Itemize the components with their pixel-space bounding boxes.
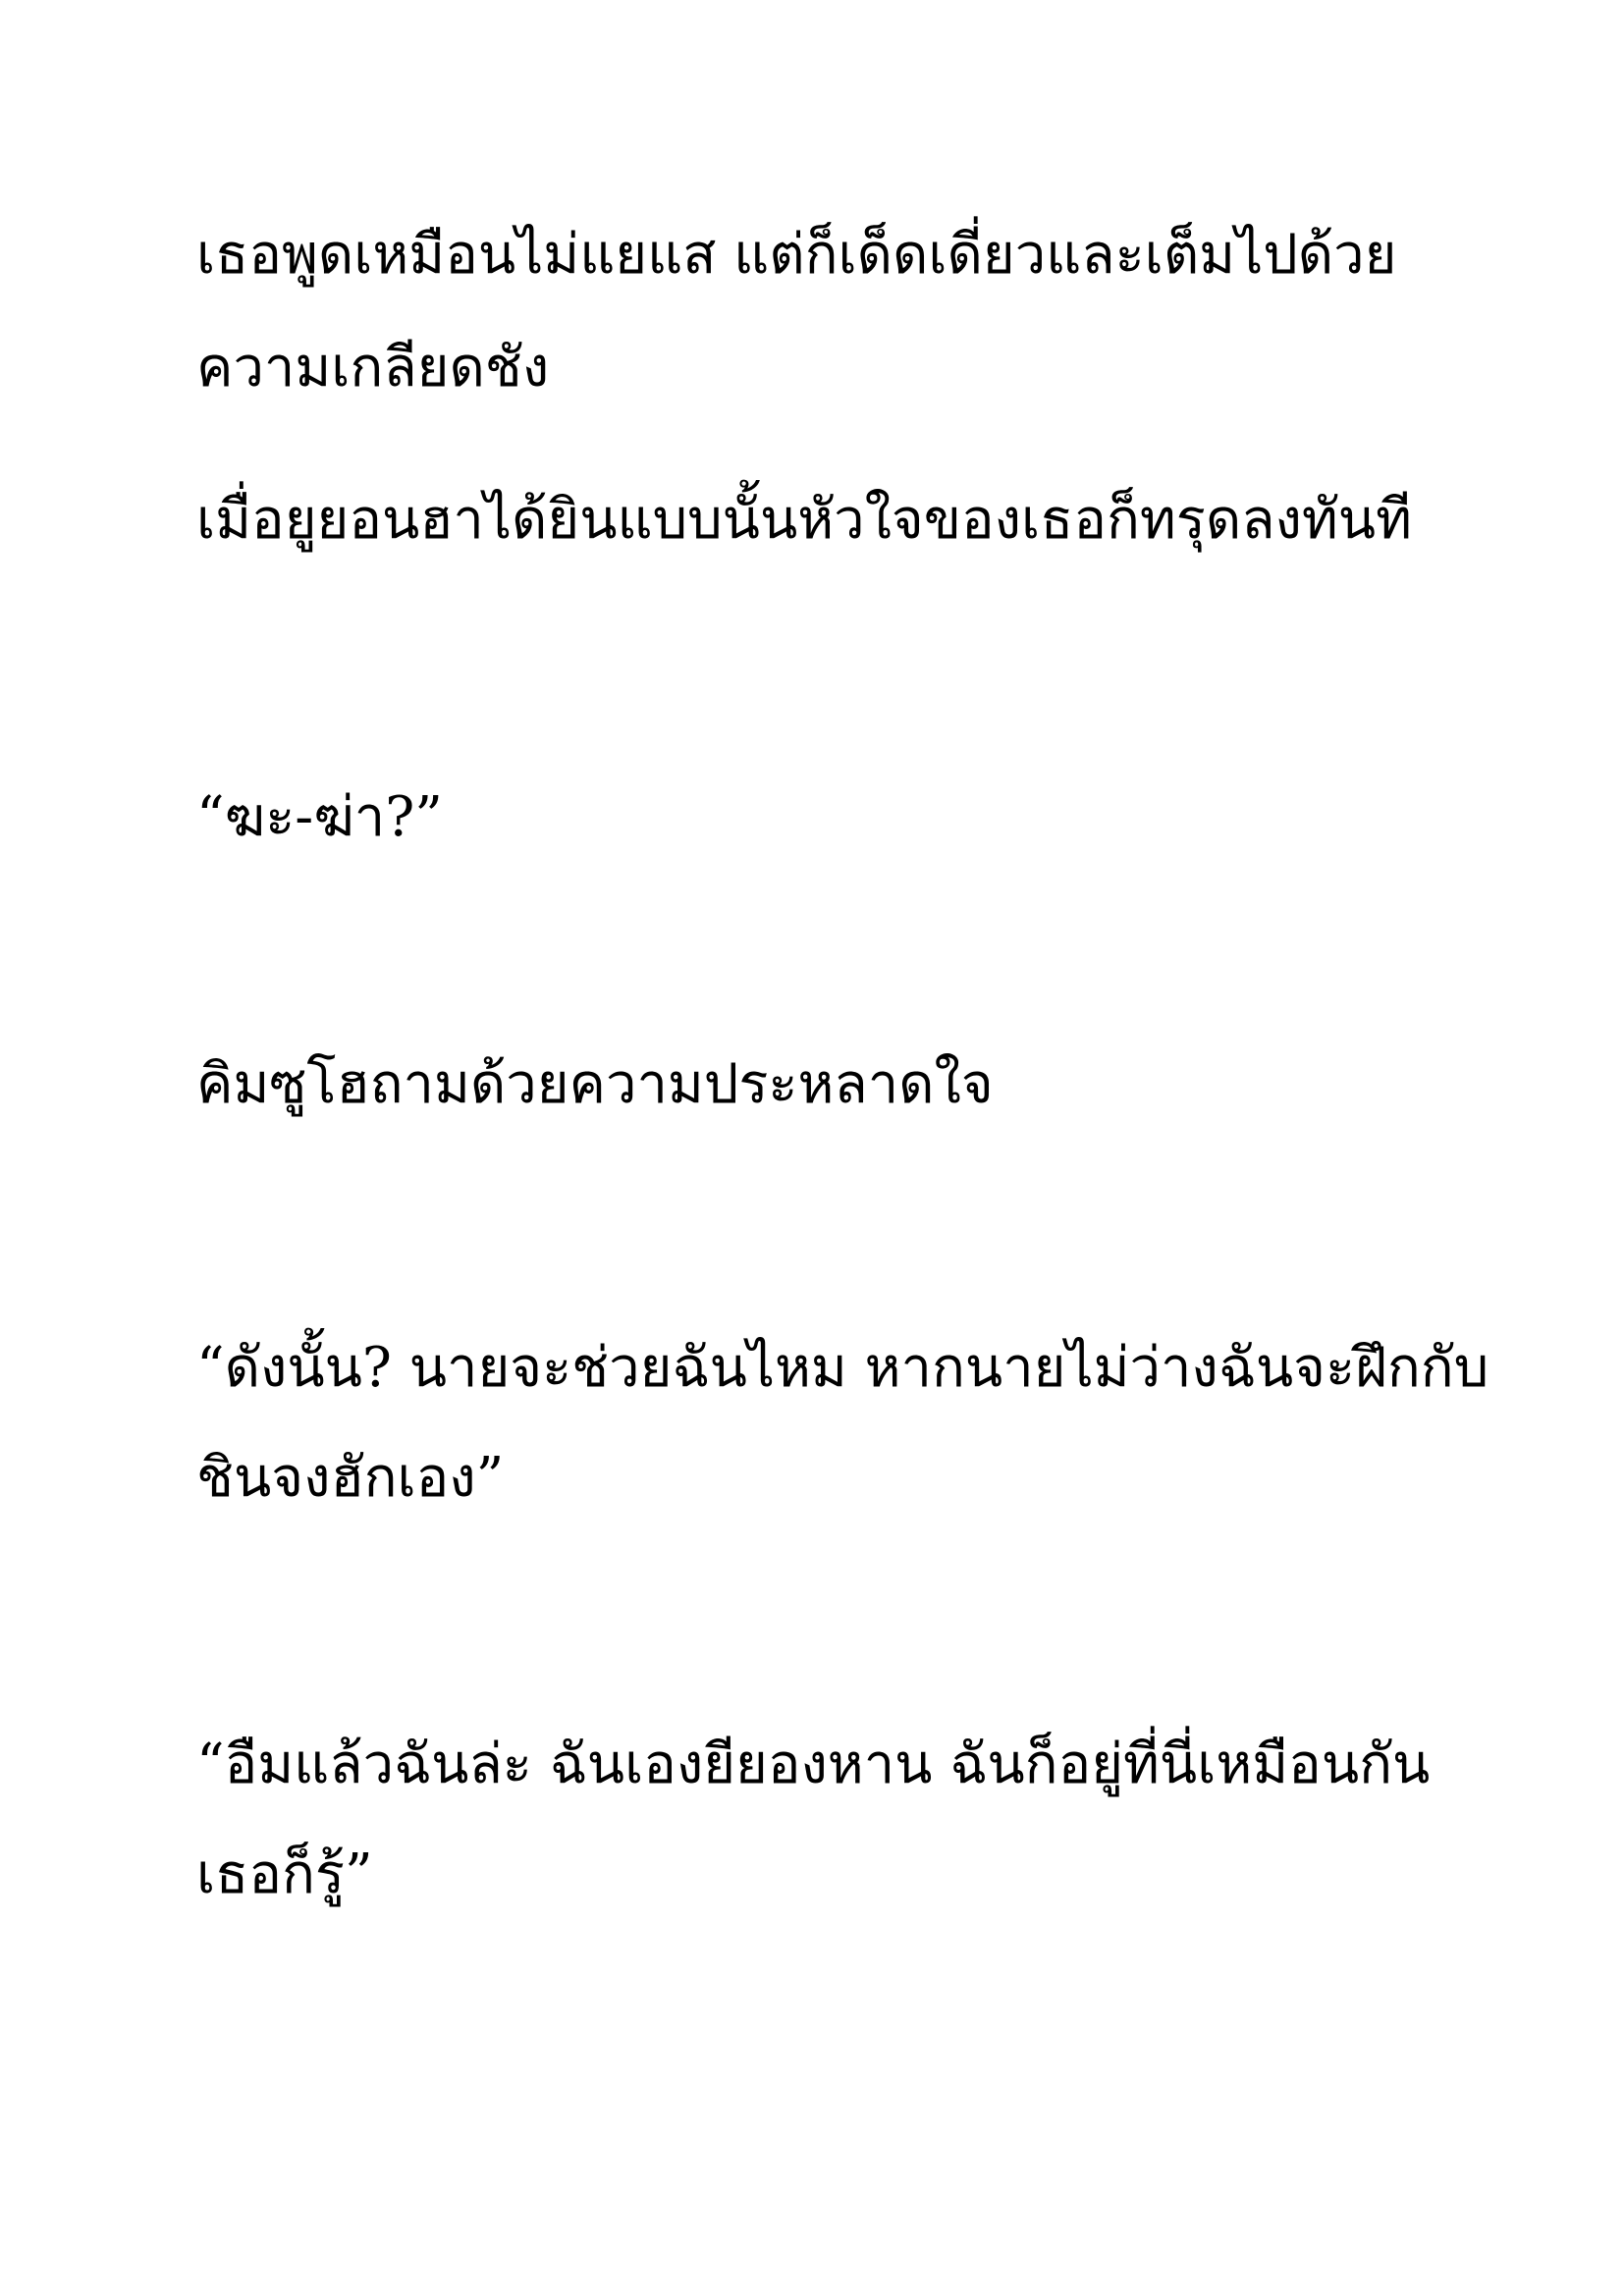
paragraph-2-line-1: เมื่อยูยอนฮาได้ยินแบบนั้นหัวใจของเธอก็ทรุดลงทันที bbox=[196, 488, 1412, 552]
paragraph-4-line-1: คิมซูโฮถามด้วยความประหลาดใจ bbox=[196, 1052, 994, 1116]
paragraph-1-line-1: เธอพูดเหมือนไม่แยแส แต่ก็เด็ดเดี่ยวและเต็มไปด้วย bbox=[196, 223, 1397, 287]
paragraph-6-line-1: “อืมแล้วฉันล่ะ ฉันเองยียองหาน ฉันก็อยู่ที่นี่เหมือนกัน bbox=[196, 1733, 1431, 1796]
paragraph-5-line-2: ชินจงฮักเอง” bbox=[196, 1446, 505, 1510]
paragraph-5-line-1: “ดังนั้น? นายจะช่วยฉันไหม หากนายไม่ว่างฉันจะฝึกกับ bbox=[196, 1336, 1489, 1400]
paragraph-6-line-2: เธอก็รู้” bbox=[196, 1842, 373, 1906]
paragraph-1-line-2: ความเกลียดชัง bbox=[196, 336, 550, 400]
paragraph-3-line-1: “ฆะ-ฆ่า?” bbox=[196, 785, 443, 849]
